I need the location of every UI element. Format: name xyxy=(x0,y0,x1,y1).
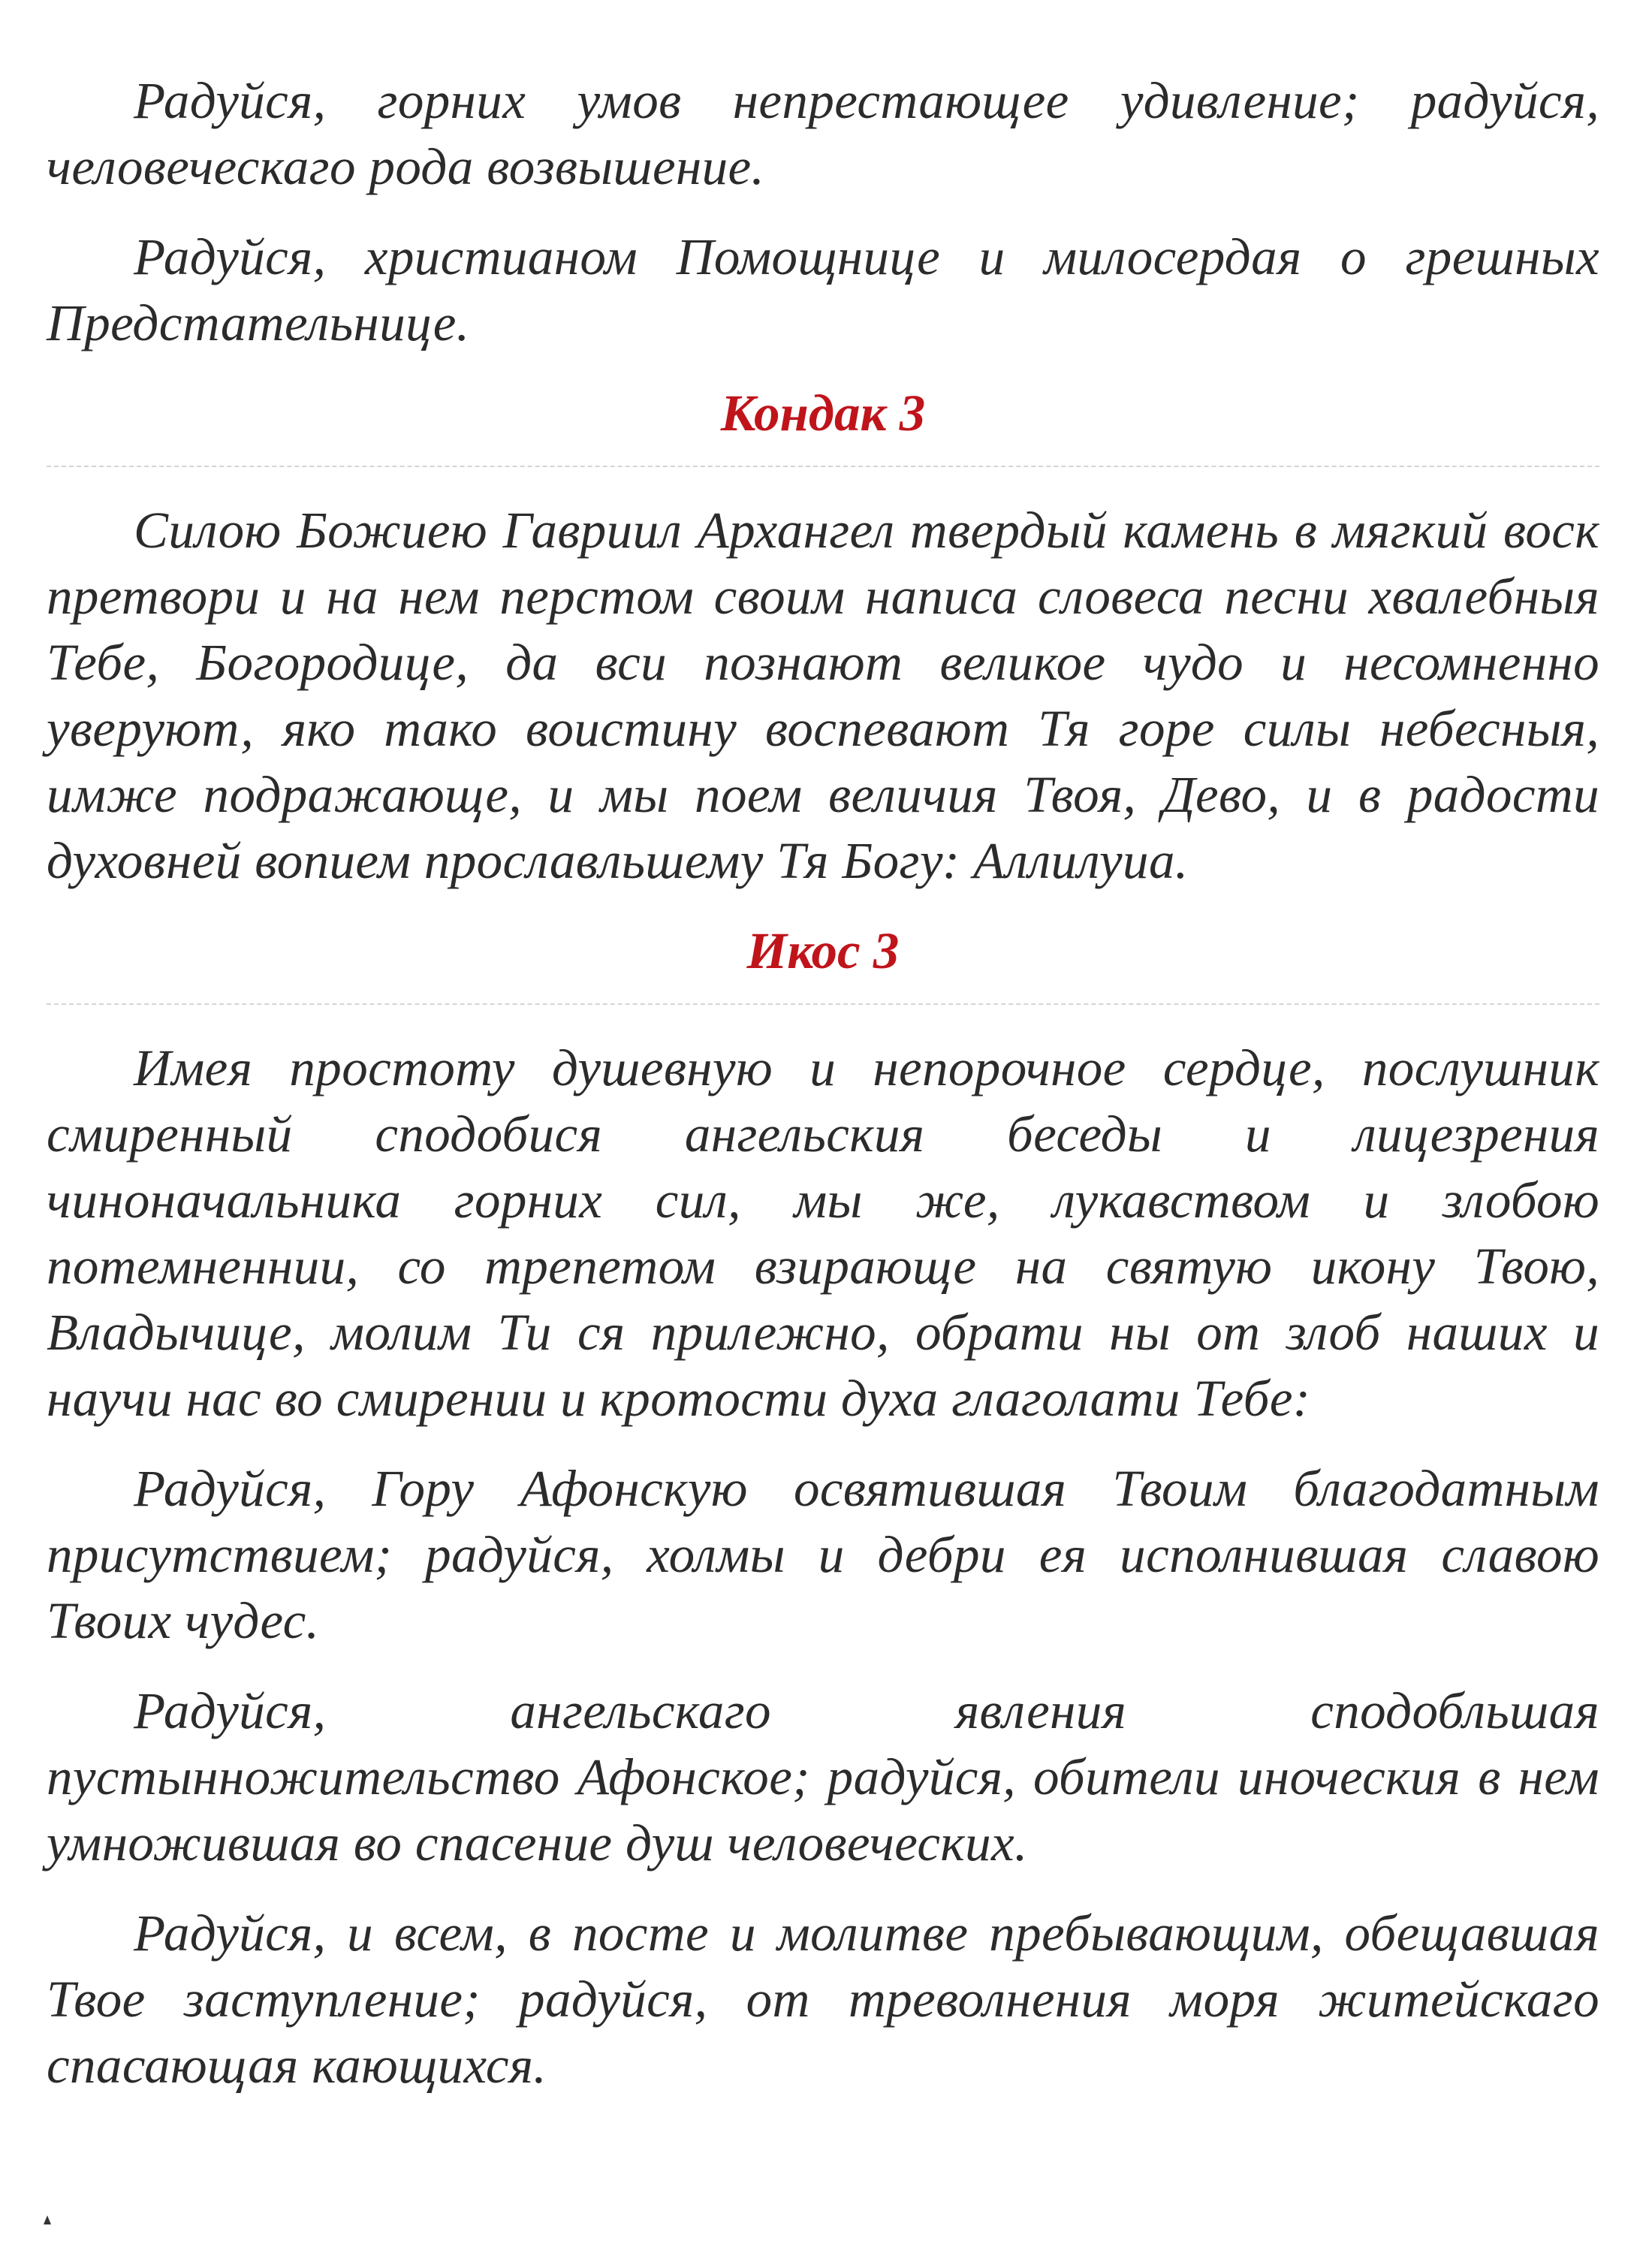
ikos-heading: Икос 3 xyxy=(746,922,900,979)
ikos-paragraph-3: Радуйся, ангельскаго явления сподобльшая пустынножительство Афонское; радуйся, обители иноческия в нем умножившая во спасение душ человеческих. xyxy=(47,1682,1599,1871)
page-corner-mark xyxy=(44,2215,51,2224)
paragraph-intro-2: Радуйся, христианом Помощнице и милосердая о грешных Предстательнице. xyxy=(47,228,1599,351)
ikos-paragraph-1: Имея простоту душевную и непорочное сердце, послушник смиренный сподобися ангельския беседы и лицезрения чиноначальника горних сил, мы же, лукавством и злобою потемненнии, со трепетом взирающе на святую икону Твою, Владычице, молим Ти ся прилежно, обрати ны от злоб наших и научи нас во смирении и кротости духа глаголати Тебе: xyxy=(47,1039,1599,1427)
paragraph-intro-1: Радуйся, горних умов непрестающее удивление; радуйся, человеческаго рода возвышение. xyxy=(47,72,1599,195)
ikos-paragraph-4: Радуйся, и всем, в посте и молитве пребывающим, обещавшая Твое заступление; радуйся, от треволнения моря житейскаго спасающая кающихся. xyxy=(47,1905,1599,2094)
kondak-text: Силою Божиею Гавриил Архангел твердый камень в мягкий воск претвори и на нем перстом своим написа словеса песни хвалебныя Тебе, Богородице, да вси познают великое чудо и несомненно уверуют, яко тако воистину воспевают Тя горе силы небесныя, имже подражающе, и мы поем величия Твоя, Дево, и в радости духовней вопием прославльшему Тя Богу: Аллилуиа. xyxy=(47,502,1599,889)
section-divider xyxy=(47,1003,1599,1005)
ikos-paragraph-2: Радуйся, Гору Афонскую освятившая Твоим благодатным присутствием; радуйся, холмы и дебри ея исполнившая славою Твоих чудес. xyxy=(47,1460,1599,1649)
document-page xyxy=(47,68,1599,2122)
section-divider xyxy=(47,466,1599,467)
kondak-heading: Кондак 3 xyxy=(720,385,926,442)
